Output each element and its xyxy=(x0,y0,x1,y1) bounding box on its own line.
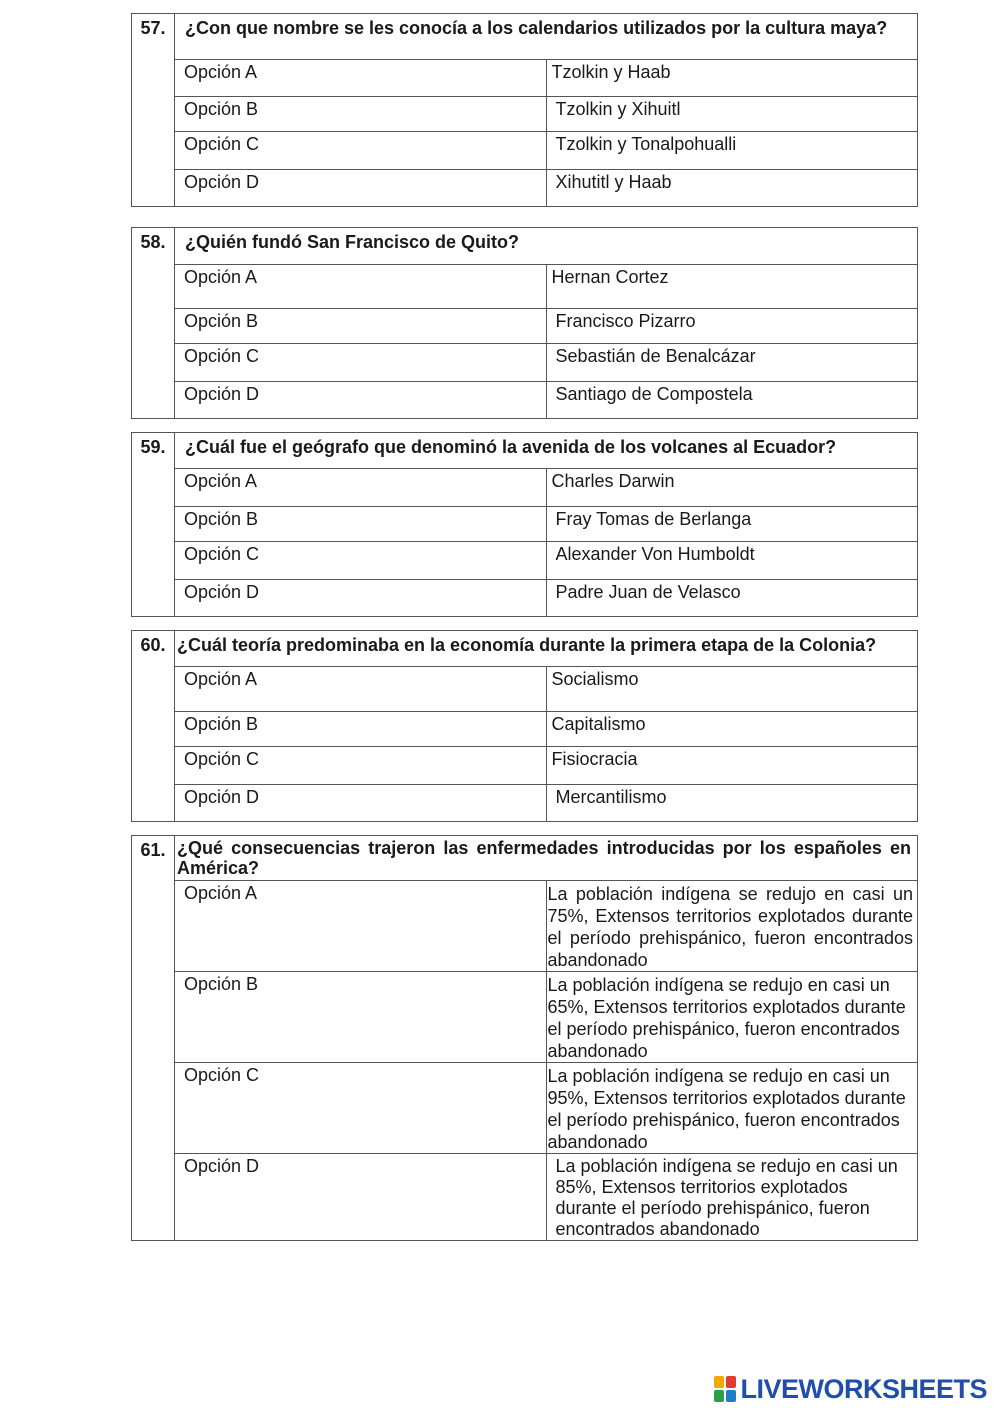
option-a-label: Opción A xyxy=(175,60,547,97)
option-a-label: Opción A xyxy=(175,667,547,712)
option-a-label: Opción A xyxy=(175,265,547,309)
option-b-label: Opción B xyxy=(175,97,547,132)
option-c-answer[interactable]: Alexander Von Humboldt xyxy=(546,542,918,580)
option-b-label: Opción B xyxy=(175,712,547,747)
option-c-label: Opción C xyxy=(175,747,547,785)
question-text: ¿Cuál teoría predominaba en la economía durante la primera etapa de la Colonia? xyxy=(175,631,918,667)
option-d-answer[interactable]: Santiago de Compostela xyxy=(546,382,918,419)
option-a-label: Opción A xyxy=(175,881,547,972)
question-number: 58. xyxy=(132,228,175,419)
option-c-label: Opción C xyxy=(175,344,547,382)
option-b-label: Opción B xyxy=(175,309,547,344)
option-b-answer[interactable]: La población indígena se redujo en casi un 65%, Extensos territorios explotados durante el período prehispánico, fueron encontrados abandonado xyxy=(546,972,918,1063)
option-b-answer[interactable]: Tzolkin y Xihuitl xyxy=(546,97,918,132)
option-b-answer[interactable]: Francisco Pizarro xyxy=(546,309,918,344)
option-b-label: Opción B xyxy=(175,972,547,1063)
option-d-label: Opción D xyxy=(175,382,547,419)
option-b-answer[interactable]: Capitalismo xyxy=(546,712,918,747)
option-b-answer[interactable]: Fray Tomas de Berlanga xyxy=(546,507,918,542)
option-b-label: Opción B xyxy=(175,507,547,542)
option-c-label: Opción C xyxy=(175,1063,547,1154)
question-text: ¿Cuál fue el geógrafo que denominó la avenida de los volcanes al Ecuador? xyxy=(175,433,918,469)
option-d-label: Opción D xyxy=(175,170,547,207)
option-d-answer[interactable]: Xihutitl y Haab xyxy=(546,170,918,207)
question-60-table xyxy=(131,630,918,822)
option-c-answer[interactable]: La población indígena se redujo en casi un 95%, Extensos territorios explotados durante el período prehispánico, fueron encontrados abandonado xyxy=(546,1063,918,1154)
question-57-table xyxy=(131,13,918,207)
option-d-label: Opción D xyxy=(175,1154,547,1241)
option-a-answer[interactable]: Hernan Cortez xyxy=(546,265,918,309)
question-text: ¿Qué consecuencias trajeron las enfermedades introducidas por los españoles en América? xyxy=(175,836,918,881)
question-number: 60. xyxy=(132,631,175,822)
question-number: 61. xyxy=(132,836,175,1241)
liveworksheets-brand xyxy=(714,1374,987,1404)
option-a-label: Opción A xyxy=(175,469,547,507)
question-59-table xyxy=(131,432,918,617)
question-number: 59. xyxy=(132,433,175,617)
option-d-label: Opción D xyxy=(175,580,547,617)
option-d-answer[interactable]: Mercantilismo xyxy=(546,785,918,822)
option-a-answer[interactable]: Tzolkin y Haab xyxy=(546,60,918,97)
option-d-answer[interactable]: Padre Juan de Velasco xyxy=(546,580,918,617)
option-a-answer[interactable]: Charles Darwin xyxy=(546,469,918,507)
option-c-answer[interactable]: Tzolkin y Tonalpohualli xyxy=(546,132,918,170)
option-c-answer[interactable]: Sebastián de Benalcázar xyxy=(546,344,918,382)
liveworksheets-logo-icon xyxy=(714,1376,736,1402)
option-d-label: Opción D xyxy=(175,785,547,822)
option-c-answer[interactable]: Fisiocracia xyxy=(546,747,918,785)
question-58-table xyxy=(131,227,918,419)
option-c-label: Opción C xyxy=(175,542,547,580)
question-text: ¿Quién fundó San Francisco de Quito? xyxy=(175,228,918,265)
option-a-answer[interactable]: Socialismo xyxy=(546,667,918,712)
option-c-label: Opción C xyxy=(175,132,547,170)
question-61-table xyxy=(131,835,918,1241)
brand-text: LIVEWORKSHEETS xyxy=(740,1373,987,1404)
option-d-answer[interactable]: La población indígena se redujo en casi un 85%, Extensos territorios explotados durante el período prehispánico, fueron encontrados abandonado xyxy=(546,1154,918,1241)
option-a-answer[interactable]: La población indígena se redujo en casi un 75%, Extensos territorios explotados durante el período prehispánico, fueron encontrados abandonado xyxy=(546,881,918,972)
question-text: ¿Con que nombre se les conocía a los calendarios utilizados por la cultura maya? xyxy=(175,14,918,60)
question-number: 57. xyxy=(132,14,175,207)
